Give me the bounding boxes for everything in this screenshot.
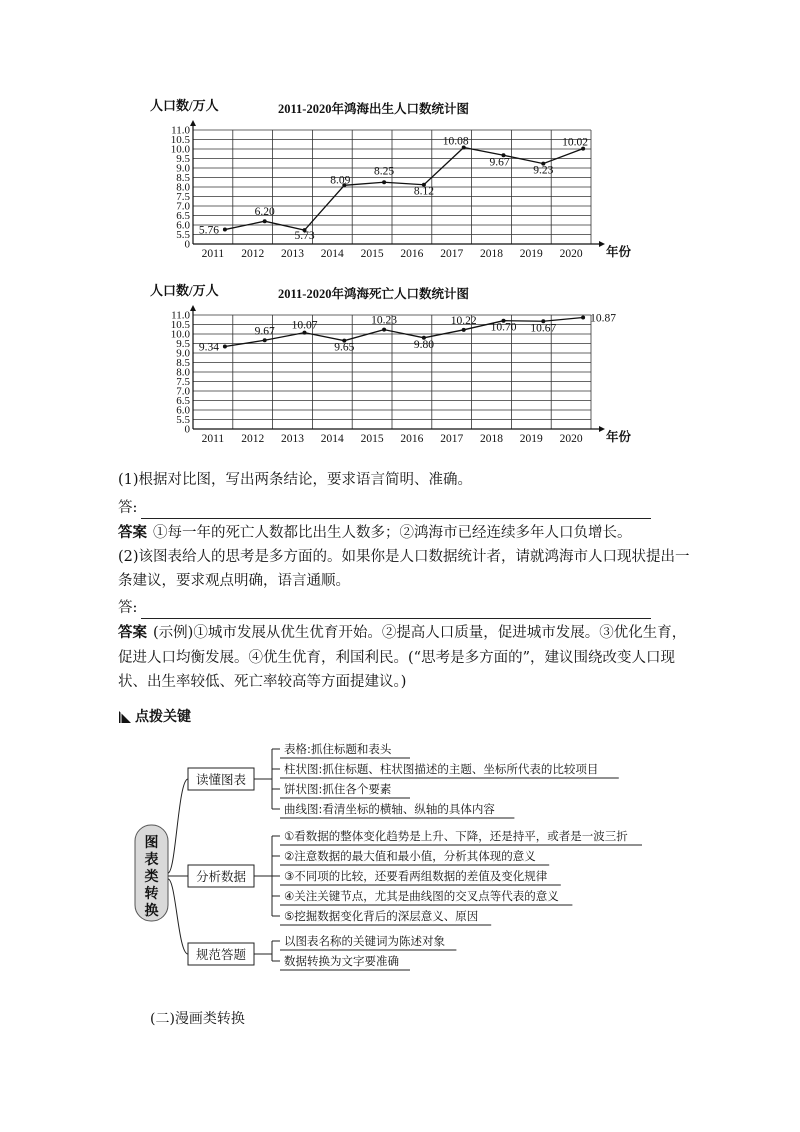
leaf-item: 表格:抓住标题和表头 (284, 742, 392, 756)
data-label: 10.22 (450, 314, 477, 327)
y-tick-label: 11.0 (171, 124, 190, 137)
x-tick-label: 2016 (400, 248, 424, 260)
y-tick-label: 9.5 (176, 153, 190, 165)
data-label: 10.07 (291, 319, 318, 332)
branch-label: 分析数据 (195, 869, 247, 884)
y-tick-label: 7.5 (176, 191, 190, 203)
data-label: 10.67 (530, 322, 557, 335)
death-chart (150, 283, 670, 463)
x-tick-label: 2018 (480, 433, 503, 445)
connector (168, 779, 188, 873)
x-tick-label: 2015 (360, 433, 384, 445)
x-tick-label: 2019 (519, 433, 543, 445)
leaf-item: 以图表名称的关键词为陈述对象 (284, 934, 445, 948)
y-tick-label: 10.5 (170, 134, 190, 146)
answer-prompt: 答: (118, 500, 138, 516)
data-point (223, 345, 227, 349)
leaf-item: 曲线图:看清坐标的横轴、纵轴的具体内容 (284, 802, 495, 816)
section-2-title: (二)漫画类转换 (150, 1011, 245, 1027)
chart-title: 2011-2020年鸿海出生人口数统计图 (278, 102, 469, 116)
data-point (382, 180, 386, 184)
data-label: 10.02 (562, 136, 589, 149)
y-tick-label: 10.0 (170, 143, 190, 156)
y-tick-label: 5.5 (176, 414, 190, 426)
triangle-marker-icon (118, 710, 132, 724)
data-label: 10.23 (371, 314, 398, 327)
y-tick-label: 0 (184, 423, 190, 436)
data-label: 10.70 (490, 321, 517, 334)
x-tick-label: 2019 (519, 248, 543, 260)
branch-label: 读懂图表 (195, 772, 247, 787)
answer-2-line-3: 状、出生率较低、死亡率较高等方面提建议。) (118, 674, 407, 690)
x-tick-label: 2012 (241, 248, 265, 260)
answer-line (141, 602, 651, 619)
x-tick-label: 2018 (480, 248, 503, 260)
data-label: 8.25 (374, 165, 395, 178)
data-point (462, 328, 466, 332)
leaf-item: ③不同项的比较，还要看两组数据的差值及变化规律 (284, 869, 548, 883)
question-2-line-2: 条建议，要求观点明确，语言通顺。 (118, 573, 350, 589)
y-tick-label: 8.5 (176, 172, 190, 184)
x-axis-label: 年份 (606, 430, 632, 444)
answer-label: 答案 (118, 524, 147, 541)
center-node-char: 表 (144, 852, 159, 868)
y-axis-arrow (190, 305, 196, 311)
center-node-char: 类 (144, 869, 159, 885)
answer-2-line-2: 促进人口均衡发展。④优生优育，利国利民。(“思考是多方面的”，建议围绕改变人口现 (118, 650, 675, 666)
x-tick-label: 2012 (241, 433, 265, 445)
answer-blank-2[interactable] (118, 597, 651, 619)
birth-chart-svg (150, 98, 670, 276)
x-tick-label: 2016 (400, 433, 424, 445)
chart-title: 2011-2020年鸿海死亡人口数统计图 (278, 287, 469, 301)
center-node-char: 换 (144, 903, 159, 919)
key-section-header (118, 706, 191, 726)
data-label: 10.87 (590, 312, 617, 325)
leaf-item: ②注意数据的最大值和最小值，分析其体现的意义 (284, 849, 536, 863)
data-label: 8.09 (330, 174, 351, 187)
x-axis-arrow (599, 241, 605, 247)
data-label: 9.80 (413, 338, 434, 351)
answer-prompt: 答: (118, 600, 138, 616)
key-section-title: 点拨关键 (135, 709, 191, 725)
series-line (225, 314, 583, 346)
y-tick-label: 9.0 (176, 347, 190, 360)
y-tick-label: 10.0 (170, 328, 190, 341)
data-label: 9.34 (198, 341, 219, 354)
data-label: 9.23 (533, 164, 554, 177)
birth-chart (150, 98, 670, 276)
x-tick-label: 2014 (320, 248, 344, 260)
y-axis-label: 人口数/万人 (150, 283, 219, 298)
y-tick-label: 6.5 (176, 395, 190, 407)
x-tick-label: 2017 (440, 433, 464, 445)
data-label: 10.08 (442, 135, 469, 148)
mind-map (130, 735, 690, 980)
y-tick-label: 8.0 (176, 181, 190, 194)
answer-1-text: ①每一年的死亡人数都比出生人数多；②鸿海市已经连续多年人口负增长。 (153, 525, 632, 541)
x-tick-label: 2017 (440, 248, 464, 260)
connector (168, 879, 188, 954)
x-tick-label: 2011 (201, 433, 225, 445)
center-node-char: 图 (144, 835, 159, 851)
answer-label: 答案 (118, 624, 147, 641)
leaf-item: 柱状图:抓住标题、柱状图描述的主题、坐标所代表的比较项目 (284, 762, 599, 776)
answer-1 (118, 522, 632, 544)
data-point (581, 315, 585, 319)
center-node-char: 转 (144, 886, 159, 902)
y-tick-label: 11.0 (171, 309, 190, 322)
series-line (225, 147, 583, 230)
y-tick-label: 8.0 (176, 366, 190, 379)
y-tick-label: 9.0 (176, 162, 190, 175)
data-point (263, 219, 267, 223)
data-label: 5.73 (294, 230, 315, 243)
y-tick-label: 7.5 (176, 376, 190, 388)
y-tick-label: 9.5 (176, 338, 190, 350)
leaf-item: ①看数据的整体变化趋势是上升、下降，还是持平，或者是一波三折 (284, 829, 628, 843)
x-axis-arrow (599, 426, 605, 432)
x-tick-label: 2013 (281, 248, 304, 260)
data-point (223, 228, 227, 232)
x-axis-label: 年份 (606, 245, 632, 259)
y-axis-label: 人口数/万人 (150, 98, 219, 113)
data-point (263, 338, 267, 342)
data-label: 9.67 (254, 325, 275, 338)
x-tick-label: 2014 (320, 433, 344, 445)
y-axis-arrow (190, 120, 196, 126)
answer-line (141, 502, 651, 519)
data-label: 8.12 (413, 185, 434, 198)
x-tick-label: 2020 (559, 248, 583, 260)
x-tick-label: 2020 (559, 433, 583, 445)
y-tick-label: 7.0 (176, 385, 190, 398)
data-label: 9.65 (334, 341, 355, 354)
answer-2-line-1 (118, 622, 686, 644)
y-tick-label: 5.5 (176, 229, 190, 241)
y-tick-label: 8.5 (176, 357, 190, 369)
data-label: 9.67 (489, 156, 510, 169)
y-tick-label: 10.5 (170, 319, 190, 331)
data-label: 6.20 (254, 206, 275, 219)
x-tick-label: 2011 (201, 248, 225, 260)
branch-label: 规范答题 (195, 947, 247, 962)
y-tick-label: 6.0 (176, 219, 190, 232)
answer-blank-1[interactable] (118, 497, 651, 519)
question-1: (1)根据对比图，写出两条结论，要求语言简明、准确。 (118, 472, 473, 488)
leaf-item: 数据转换为文字要准确 (284, 954, 399, 968)
leaf-item: 饼状图:抓住各个要素 (284, 782, 392, 796)
question-2-line-1: (2)该图表给人的思考是多方面的。如果你是人口数据统计者，请就鸿海市人口现状提出一 (118, 549, 690, 565)
y-tick-label: 6.0 (176, 404, 190, 417)
data-label: 5.76 (198, 224, 219, 237)
y-tick-label: 6.5 (176, 210, 190, 222)
leaf-item: ⑤挖掘数据变化背后的深层意义、原因 (284, 909, 479, 923)
x-tick-label: 2015 (360, 248, 384, 260)
data-point (382, 328, 386, 332)
y-tick-label: 7.0 (176, 200, 190, 213)
answer-2-text-1: (示例)①城市发展从优生优育开始。②提高人口质量，促进城市发展。③优化生育， (153, 625, 687, 641)
y-tick-label: 0 (184, 238, 190, 251)
leaf-item: ④关注关键节点，尤其是曲线图的交叉点等代表的意义 (284, 889, 559, 903)
x-tick-label: 2013 (281, 433, 304, 445)
death-chart-svg (150, 283, 670, 463)
